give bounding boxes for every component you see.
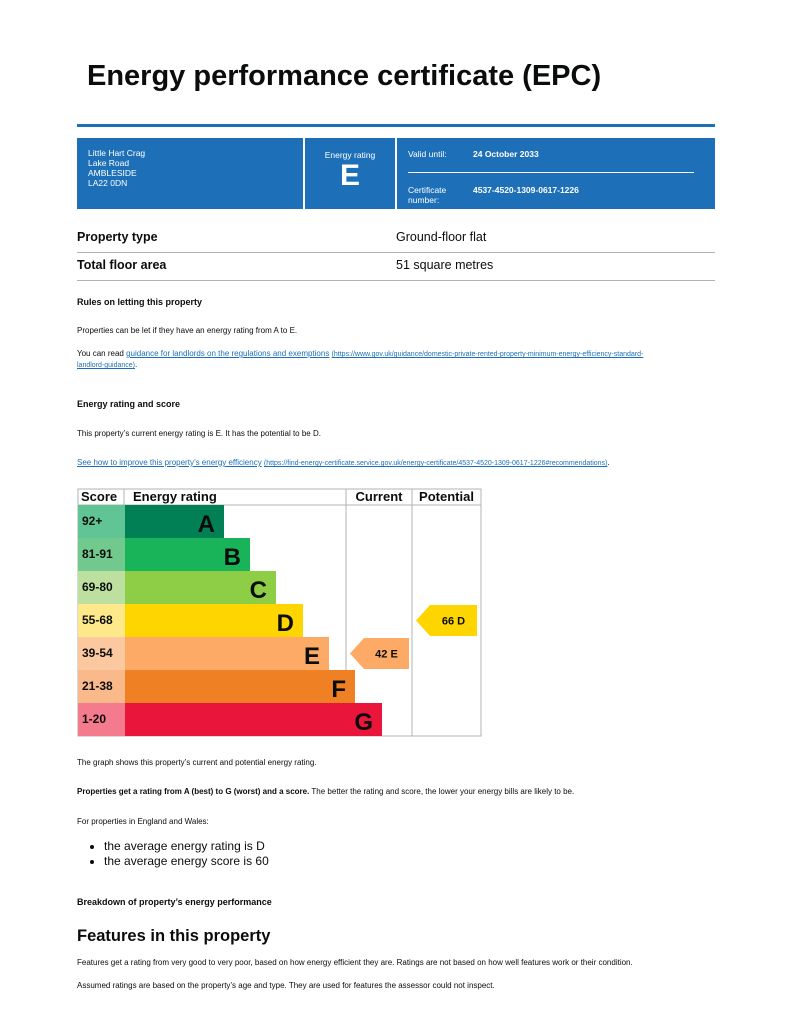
address-line: Little Hart Crag bbox=[88, 148, 146, 158]
guidance-paragraph bbox=[77, 349, 643, 371]
england-wales-intro: For properties in England and Wales: bbox=[77, 817, 209, 826]
graph-caption: The graph shows this property’s current and potential energy rating. bbox=[77, 758, 317, 767]
rating-letter-c: C bbox=[249, 577, 267, 604]
rating-letter-a: A bbox=[197, 511, 215, 538]
score-range-d: 55-68 bbox=[82, 613, 113, 627]
guidance-url-cont[interactable]: landlord-guidance) bbox=[77, 362, 135, 369]
assumed-paragraph: Assumed ratings are based on the property’s age and type. They are used for features the assessor could not inspect. bbox=[77, 981, 495, 990]
rating-bar-e bbox=[125, 637, 329, 670]
average-list bbox=[77, 839, 269, 869]
floor-area-key: Total floor area bbox=[77, 258, 167, 272]
property-type-key: Property type bbox=[77, 230, 158, 244]
score-range-f: 21-38 bbox=[82, 679, 113, 693]
rating-letter-d: D bbox=[276, 610, 294, 637]
title-divider bbox=[77, 124, 715, 127]
improve-paragraph bbox=[77, 458, 610, 469]
floor-area-value: 51 square metres bbox=[396, 258, 494, 272]
improve-suffix: . bbox=[607, 458, 610, 467]
energy-rating-label: Energy rating bbox=[324, 150, 376, 160]
address-postcode: LA22 0DN bbox=[88, 178, 128, 188]
letting-heading: Rules on letting this property bbox=[77, 297, 203, 307]
rating-letter-g: G bbox=[354, 709, 373, 736]
rating-bar-g bbox=[125, 703, 382, 736]
breakdown-heading: Breakdown of property’s energy performance bbox=[77, 897, 272, 907]
valid-until-value: 24 October 2033 bbox=[473, 149, 539, 159]
rating-explanation-bold: Properties get a rating from A (best) to G (worst) and a score. bbox=[77, 787, 310, 796]
address-block bbox=[88, 148, 145, 188]
chart-header-energy-rating: Energy rating bbox=[133, 489, 217, 504]
improve-link[interactable]: See how to improve this property’s energy efficiency bbox=[77, 458, 262, 467]
improve-url[interactable]: (https://find-energy-certificate.service.gov.uk/energy-certificate/4537-4520-1309-0617-1226#recommendations) bbox=[263, 460, 608, 467]
guidance-url[interactable]: (https://www.gov.uk/guidance/domestic-private-rented-property-minimum-energy-efficiency-standard- bbox=[331, 351, 644, 358]
rating-heading: Energy rating and score bbox=[77, 399, 181, 409]
rating-letter-e: E bbox=[303, 643, 320, 670]
rating-paragraph: This property’s current energy rating is E. It has the potential to be D. bbox=[77, 429, 321, 438]
property-type-row bbox=[77, 224, 715, 253]
rating-bar-f bbox=[125, 670, 355, 703]
score-range-e: 39-54 bbox=[82, 646, 113, 660]
chart-header-current: Current bbox=[355, 489, 403, 504]
score-range-g: 1-20 bbox=[82, 712, 107, 726]
guidance-suffix: . bbox=[134, 360, 138, 369]
potential-rating-label: 66 D bbox=[441, 615, 466, 628]
valid-until-label: Valid until: bbox=[408, 149, 447, 159]
floor-area-row bbox=[77, 252, 715, 281]
banner-rule bbox=[408, 172, 694, 173]
rating-letter-b: B bbox=[223, 544, 241, 571]
features-paragraph: Features get a rating from very good to very poor, based on how energy efficient they are. Ratings are not based on how well features work or their condition. bbox=[77, 958, 633, 967]
score-range-a: 92+ bbox=[82, 514, 103, 528]
chart-header-potential: Potential bbox=[419, 489, 474, 504]
list-item: • the average energy score is 60 bbox=[104, 854, 269, 869]
banner-divider bbox=[395, 138, 397, 209]
page-title: Energy performance certificate (EPC) bbox=[87, 60, 602, 92]
rating-explanation-rest: The better the rating and score, the lower your energy bills are likely to be. bbox=[309, 787, 575, 796]
guidance-link[interactable]: guidance for landlords on the regulations and exemptions bbox=[126, 349, 330, 358]
property-type-value: Ground-floor flat bbox=[396, 230, 487, 244]
certificate-number-label: Certificate number: bbox=[408, 185, 447, 205]
letting-paragraph: Properties can be let if they have an energy rating from A to E. bbox=[77, 326, 298, 335]
certificate-number-value: 4537-4520-1309-0617-1226 bbox=[473, 185, 579, 195]
guidance-prefix: You can read bbox=[77, 349, 127, 358]
rating-letter-f: F bbox=[331, 676, 346, 703]
energy-rating-letter: E bbox=[339, 159, 360, 192]
chart-header-score: Score bbox=[81, 489, 118, 504]
score-range-b: 81-91 bbox=[82, 547, 113, 561]
address-line: AMBLESIDE bbox=[88, 168, 137, 178]
summary-banner bbox=[77, 138, 715, 209]
score-range-c: 69-80 bbox=[82, 580, 113, 594]
current-rating-label: 42 E bbox=[375, 648, 398, 661]
address-line: Lake Road bbox=[88, 158, 130, 168]
features-title: Features in this property bbox=[77, 927, 271, 945]
rating-explanation bbox=[77, 787, 574, 797]
list-item: • the average energy rating is D bbox=[104, 839, 269, 854]
energy-rating-chart bbox=[77, 488, 483, 738]
